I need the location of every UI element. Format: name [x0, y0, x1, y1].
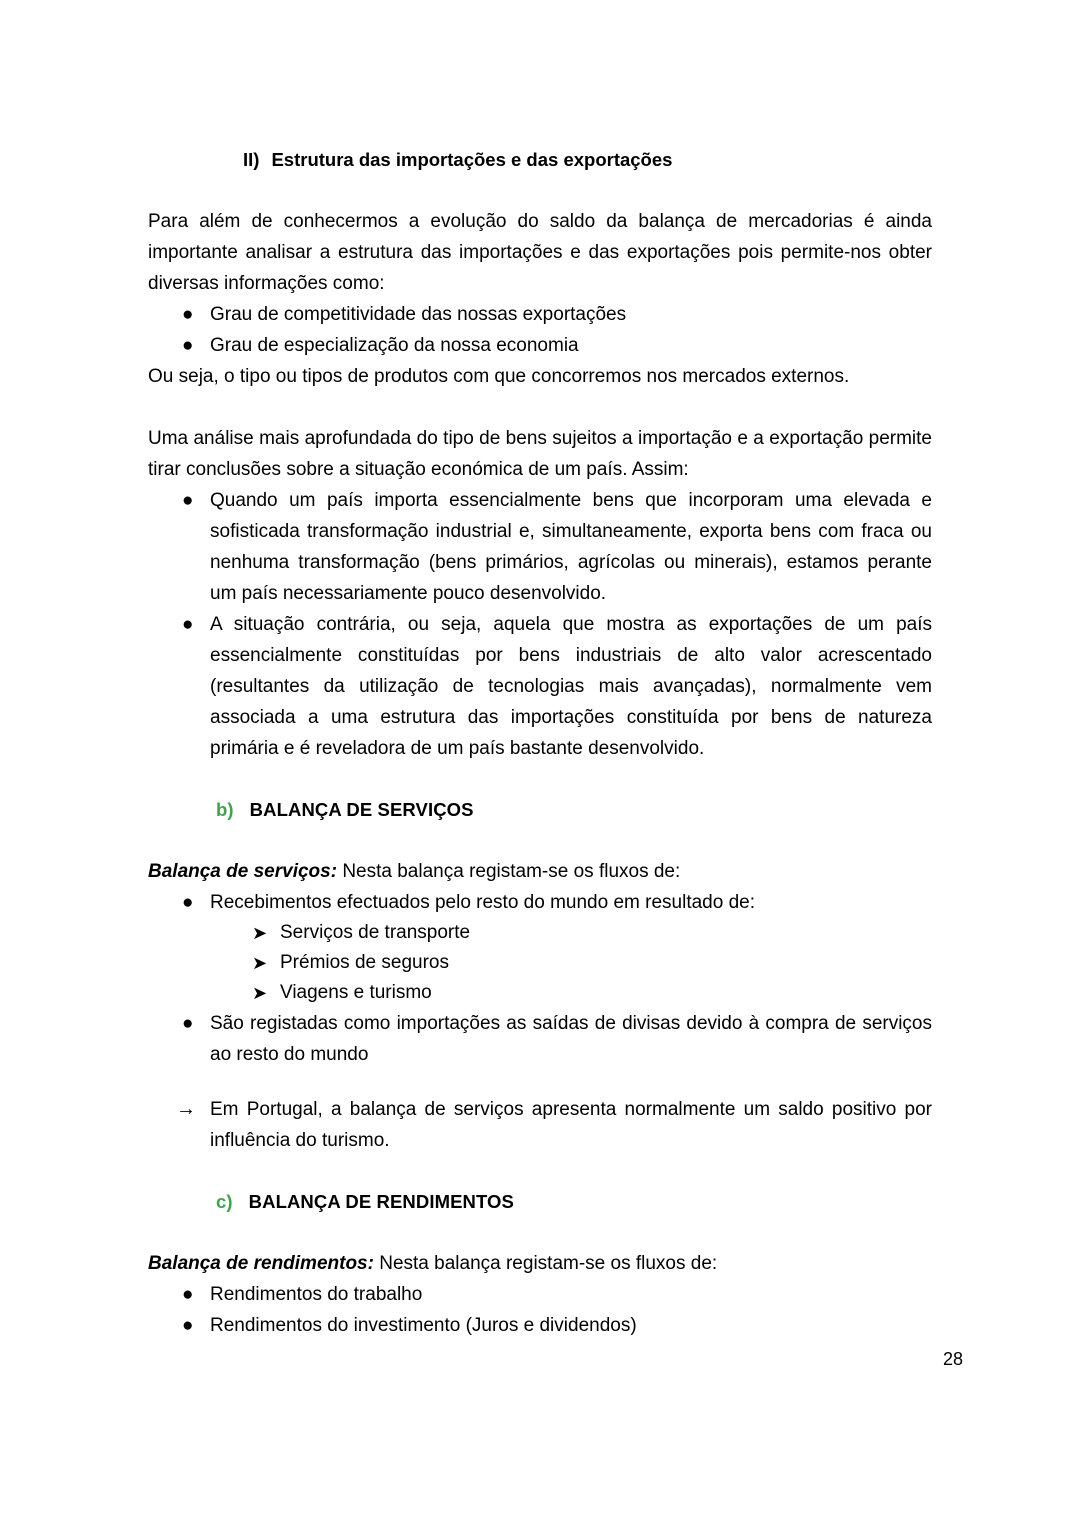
spacer: [148, 175, 932, 206]
list-item: [148, 918, 932, 948]
list-item-label: Rendimentos do investimento (Juros e dividendos): [210, 1315, 637, 1336]
heading-section-ii: [243, 145, 932, 175]
spacer: [148, 825, 932, 856]
arrow-right-icon: →: [176, 1098, 196, 1120]
page-content: [148, 145, 932, 1341]
spacer: [148, 1156, 932, 1187]
spacer: [148, 764, 932, 795]
list-item: [148, 1008, 932, 1070]
heading-section-c: [216, 1187, 932, 1217]
intro-closing-paragraph: Ou seja, o tipo ou tipos de produtos com que concorremos nos mercados externos.: [148, 366, 850, 387]
bullet-dot-icon: ●: [182, 335, 194, 356]
servicos-lead-text: Nesta balança registam-se os fluxos de:: [337, 861, 681, 882]
list-item: [148, 1279, 932, 1310]
servicos-note-list: [148, 1094, 932, 1156]
bullet-dot-icon: ●: [182, 304, 194, 325]
heading-section-ii-title: Estrutura das importações e das exportações: [271, 149, 673, 170]
list-item-label: Em Portugal, a balança de serviços apresenta normalmente um saldo positivo por influência do turismo.: [210, 1099, 932, 1151]
heading-section-b: [216, 795, 932, 825]
list-item-label: São registadas como importações as saídas de divisas devido à compra de serviços ao resto do mundo: [210, 1013, 932, 1065]
list-item: [148, 299, 932, 330]
servicos-bullet-list-second: [148, 1008, 932, 1070]
arrowhead-bullet-icon: ➤: [252, 923, 268, 943]
bullet-dot-icon: ●: [182, 892, 194, 913]
list-item: [148, 485, 932, 609]
bullet-dot-icon: ●: [182, 1315, 194, 1336]
analysis-bullet-list: [148, 485, 932, 764]
heading-section-ii-marker: II): [243, 149, 260, 170]
list-item-label: Grau de competitividade das nossas exportações: [210, 304, 627, 325]
spacer: [148, 392, 932, 423]
bullet-dot-icon: ●: [182, 1013, 194, 1034]
list-item-label: Viagens e turismo: [280, 982, 432, 1003]
servicos-sub-bullet-list: [148, 918, 932, 1008]
list-item-label: Recebimentos efectuados pelo resto do mundo em resultado de:: [210, 892, 755, 913]
list-item: [148, 1310, 932, 1341]
spacer: [148, 1217, 932, 1248]
rendimentos-term: Balança de rendimentos:: [148, 1253, 374, 1274]
page-number: 28: [942, 1349, 963, 1369]
list-item: [148, 1094, 932, 1156]
heading-section-c-title: BALANÇA DE RENDIMENTOS: [248, 1191, 514, 1212]
list-item-label: Serviços de transporte: [280, 922, 471, 943]
bullet-dot-icon: ●: [182, 490, 194, 511]
arrowhead-bullet-icon: ➤: [252, 953, 268, 973]
list-item: [148, 609, 932, 764]
list-item-label: A situação contrária, ou seja, aquela que mostra as exportações de um país essencialmente constituídas por bens industriais de alto valor acrescentado (resultantes da utilização de tecnologias mais avançadas), normalmente vem associada a uma estrutura das importações constituída por bens de natureza primária e é reveladora de um país bastante desenvolvido.: [210, 614, 932, 759]
list-item-label: Rendimentos do trabalho: [210, 1284, 423, 1305]
servicos-term: Balança de serviços:: [148, 861, 338, 882]
bullet-dot-icon: ●: [182, 1284, 194, 1305]
list-item: [148, 978, 932, 1008]
analysis-paragraph: Uma análise mais aprofundada do tipo de bens sujeitos a importação e a exportação permite tirar conclusões sobre a situação económica de um país. Assim:: [148, 428, 932, 480]
servicos-definition: [148, 856, 932, 887]
bullet-dot-icon: ●: [182, 614, 194, 635]
list-item: [148, 330, 932, 361]
heading-section-b-marker: b): [216, 799, 234, 820]
list-item-label: Prémios de seguros: [280, 952, 449, 973]
list-item-label: Quando um país importa essencialmente bens que incorporam uma elevada e sofisticada transformação industrial e, simultaneamente, exporta bens com fraca ou nenhuma transformação (bens primários, agrícolas ou minerais), estamos perante um país necessariamente pouco desenvolvido.: [210, 490, 932, 604]
heading-section-c-marker: c): [216, 1191, 233, 1212]
arrowhead-bullet-icon: ➤: [252, 983, 268, 1003]
servicos-bullet-list-first: [148, 887, 932, 918]
intro-bullet-list: [148, 299, 932, 361]
heading-section-b-title: BALANÇA DE SERVIÇOS: [249, 799, 474, 820]
rendimentos-bullet-list: [148, 1279, 932, 1341]
rendimentos-lead-text: Nesta balança registam-se os fluxos de:: [373, 1253, 718, 1274]
rendimentos-definition: [148, 1248, 932, 1279]
spacer: [148, 1070, 932, 1094]
list-item-label: Grau de especialização da nossa economia: [210, 335, 579, 356]
list-item: [148, 948, 932, 978]
intro-paragraph: Para além de conhecermos a evolução do saldo da balança de mercadorias é ainda importante analisar a estrutura das importações e das exportações pois permite-nos obter diversas informações como:: [148, 211, 932, 294]
list-item: [148, 887, 932, 918]
